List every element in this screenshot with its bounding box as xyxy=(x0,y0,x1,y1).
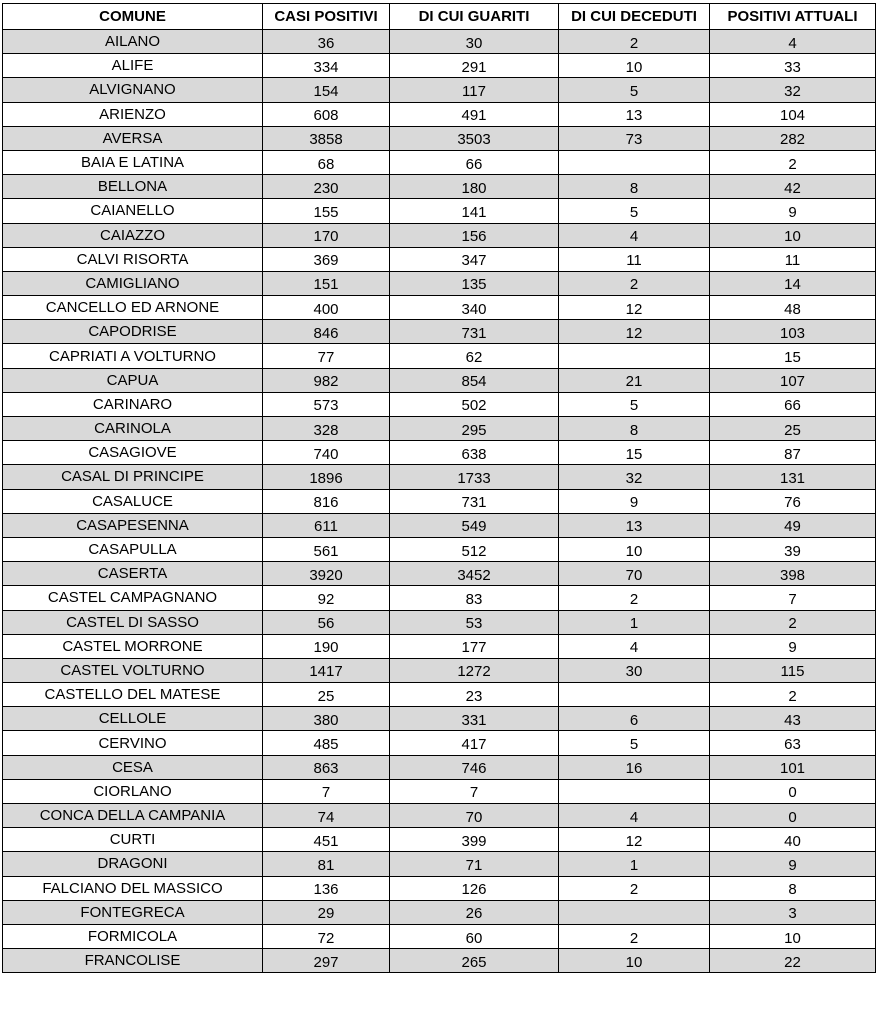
comune-cell: CANCELLO ED ARNONE xyxy=(3,296,263,320)
positivi-attuali-cell: 10 xyxy=(710,924,876,948)
casi-positivi-cell: 7 xyxy=(263,779,390,803)
table-row xyxy=(3,417,876,441)
casi-positivi-cell: 56 xyxy=(263,610,390,634)
table-row xyxy=(3,247,876,271)
table-row xyxy=(3,392,876,416)
positivi-attuali-cell: 39 xyxy=(710,537,876,561)
covid-cases-table xyxy=(2,3,876,973)
comune-cell: CAPUA xyxy=(3,368,263,392)
comune-cell: FONTEGRECA xyxy=(3,900,263,924)
di-cui-guariti-cell: 3503 xyxy=(390,126,559,150)
di-cui-deceduti-cell: 12 xyxy=(559,296,710,320)
di-cui-deceduti-cell: 13 xyxy=(559,513,710,537)
di-cui-guariti-cell: 126 xyxy=(390,876,559,900)
di-cui-deceduti-cell: 2 xyxy=(559,271,710,295)
table-row xyxy=(3,586,876,610)
di-cui-guariti-cell: 512 xyxy=(390,537,559,561)
positivi-attuali-cell: 3 xyxy=(710,900,876,924)
positivi-attuali-cell: 9 xyxy=(710,634,876,658)
casi-positivi-cell: 81 xyxy=(263,852,390,876)
table-body xyxy=(3,30,876,973)
di-cui-guariti-cell: 491 xyxy=(390,102,559,126)
table-row xyxy=(3,876,876,900)
header-di-cui-guariti: DI CUI GUARITI xyxy=(390,4,559,30)
di-cui-guariti-cell: 53 xyxy=(390,610,559,634)
casi-positivi-cell: 29 xyxy=(263,900,390,924)
positivi-attuali-cell: 2 xyxy=(710,610,876,634)
di-cui-guariti-cell: 265 xyxy=(390,949,559,973)
casi-positivi-cell: 190 xyxy=(263,634,390,658)
di-cui-deceduti-cell xyxy=(559,900,710,924)
comune-cell: FORMICOLA xyxy=(3,924,263,948)
positivi-attuali-cell: 76 xyxy=(710,489,876,513)
di-cui-deceduti-cell: 21 xyxy=(559,368,710,392)
di-cui-deceduti-cell xyxy=(559,683,710,707)
positivi-attuali-cell: 2 xyxy=(710,683,876,707)
di-cui-deceduti-cell: 32 xyxy=(559,465,710,489)
di-cui-guariti-cell: 854 xyxy=(390,368,559,392)
di-cui-guariti-cell: 502 xyxy=(390,392,559,416)
casi-positivi-cell: 816 xyxy=(263,489,390,513)
casi-positivi-cell: 36 xyxy=(263,30,390,54)
di-cui-guariti-cell: 117 xyxy=(390,78,559,102)
di-cui-guariti-cell: 141 xyxy=(390,199,559,223)
comune-cell: CASAL DI PRINCIPE xyxy=(3,465,263,489)
di-cui-deceduti-cell: 73 xyxy=(559,126,710,150)
table-row xyxy=(3,441,876,465)
casi-positivi-cell: 155 xyxy=(263,199,390,223)
di-cui-guariti-cell: 7 xyxy=(390,779,559,803)
comune-cell: FRANCOLISE xyxy=(3,949,263,973)
di-cui-guariti-cell: 60 xyxy=(390,924,559,948)
positivi-attuali-cell: 115 xyxy=(710,658,876,682)
table-row xyxy=(3,368,876,392)
di-cui-deceduti-cell: 12 xyxy=(559,320,710,344)
di-cui-guariti-cell: 638 xyxy=(390,441,559,465)
table-row xyxy=(3,658,876,682)
di-cui-deceduti-cell: 8 xyxy=(559,175,710,199)
table-row xyxy=(3,707,876,731)
comune-cell: CURTI xyxy=(3,828,263,852)
casi-positivi-cell: 77 xyxy=(263,344,390,368)
di-cui-guariti-cell: 291 xyxy=(390,54,559,78)
positivi-attuali-cell: 4 xyxy=(710,30,876,54)
di-cui-deceduti-cell: 13 xyxy=(559,102,710,126)
table-row xyxy=(3,537,876,561)
table-row xyxy=(3,852,876,876)
positivi-attuali-cell: 42 xyxy=(710,175,876,199)
positivi-attuali-cell: 0 xyxy=(710,779,876,803)
di-cui-guariti-cell: 70 xyxy=(390,804,559,828)
table-row xyxy=(3,175,876,199)
comune-cell: CASTEL VOLTURNO xyxy=(3,658,263,682)
di-cui-deceduti-cell xyxy=(559,150,710,174)
casi-positivi-cell: 400 xyxy=(263,296,390,320)
header-positivi-attuali: POSITIVI ATTUALI xyxy=(710,4,876,30)
di-cui-guariti-cell: 83 xyxy=(390,586,559,610)
positivi-attuali-cell: 10 xyxy=(710,223,876,247)
di-cui-guariti-cell: 62 xyxy=(390,344,559,368)
di-cui-deceduti-cell: 11 xyxy=(559,247,710,271)
casi-positivi-cell: 297 xyxy=(263,949,390,973)
positivi-attuali-cell: 282 xyxy=(710,126,876,150)
casi-positivi-cell: 561 xyxy=(263,537,390,561)
di-cui-deceduti-cell: 5 xyxy=(559,392,710,416)
casi-positivi-cell: 369 xyxy=(263,247,390,271)
di-cui-deceduti-cell: 9 xyxy=(559,489,710,513)
table-row xyxy=(3,828,876,852)
casi-positivi-cell: 25 xyxy=(263,683,390,707)
comune-cell: CAIAZZO xyxy=(3,223,263,247)
casi-positivi-cell: 451 xyxy=(263,828,390,852)
header-casi-positivi: CASI POSITIVI xyxy=(263,4,390,30)
di-cui-guariti-cell: 3452 xyxy=(390,562,559,586)
di-cui-deceduti-cell: 2 xyxy=(559,924,710,948)
table-row xyxy=(3,150,876,174)
table-row xyxy=(3,489,876,513)
comune-cell: CELLOLE xyxy=(3,707,263,731)
positivi-attuali-cell: 14 xyxy=(710,271,876,295)
table-row xyxy=(3,78,876,102)
casi-positivi-cell: 982 xyxy=(263,368,390,392)
di-cui-deceduti-cell: 12 xyxy=(559,828,710,852)
table-row xyxy=(3,223,876,247)
table-row xyxy=(3,804,876,828)
table-row xyxy=(3,513,876,537)
di-cui-guariti-cell: 156 xyxy=(390,223,559,247)
positivi-attuali-cell: 107 xyxy=(710,368,876,392)
casi-positivi-cell: 154 xyxy=(263,78,390,102)
casi-positivi-cell: 3920 xyxy=(263,562,390,586)
comune-cell: CASERTA xyxy=(3,562,263,586)
positivi-attuali-cell: 33 xyxy=(710,54,876,78)
table-row xyxy=(3,465,876,489)
casi-positivi-cell: 740 xyxy=(263,441,390,465)
di-cui-deceduti-cell: 5 xyxy=(559,78,710,102)
di-cui-deceduti-cell: 15 xyxy=(559,441,710,465)
di-cui-deceduti-cell: 1 xyxy=(559,610,710,634)
header-comune: COMUNE xyxy=(3,4,263,30)
comune-cell: AVERSA xyxy=(3,126,263,150)
table-row xyxy=(3,755,876,779)
di-cui-deceduti-cell: 2 xyxy=(559,586,710,610)
table-row xyxy=(3,271,876,295)
di-cui-guariti-cell: 331 xyxy=(390,707,559,731)
table-row xyxy=(3,610,876,634)
casi-positivi-cell: 846 xyxy=(263,320,390,344)
casi-positivi-cell: 334 xyxy=(263,54,390,78)
table-row xyxy=(3,731,876,755)
positivi-attuali-cell: 43 xyxy=(710,707,876,731)
comune-cell: CARINARO xyxy=(3,392,263,416)
casi-positivi-cell: 485 xyxy=(263,731,390,755)
positivi-attuali-cell: 22 xyxy=(710,949,876,973)
di-cui-guariti-cell: 399 xyxy=(390,828,559,852)
di-cui-guariti-cell: 731 xyxy=(390,489,559,513)
comune-cell: CIORLANO xyxy=(3,779,263,803)
positivi-attuali-cell: 11 xyxy=(710,247,876,271)
positivi-attuali-cell: 101 xyxy=(710,755,876,779)
positivi-attuali-cell: 49 xyxy=(710,513,876,537)
comune-cell: CASTEL MORRONE xyxy=(3,634,263,658)
casi-positivi-cell: 230 xyxy=(263,175,390,199)
di-cui-deceduti-cell: 30 xyxy=(559,658,710,682)
casi-positivi-cell: 863 xyxy=(263,755,390,779)
di-cui-guariti-cell: 1733 xyxy=(390,465,559,489)
di-cui-deceduti-cell: 6 xyxy=(559,707,710,731)
comune-cell: ARIENZO xyxy=(3,102,263,126)
di-cui-deceduti-cell: 4 xyxy=(559,634,710,658)
positivi-attuali-cell: 131 xyxy=(710,465,876,489)
di-cui-guariti-cell: 746 xyxy=(390,755,559,779)
positivi-attuali-cell: 9 xyxy=(710,852,876,876)
comune-cell: CAMIGLIANO xyxy=(3,271,263,295)
casi-positivi-cell: 1896 xyxy=(263,465,390,489)
casi-positivi-cell: 74 xyxy=(263,804,390,828)
casi-positivi-cell: 136 xyxy=(263,876,390,900)
di-cui-guariti-cell: 71 xyxy=(390,852,559,876)
casi-positivi-cell: 151 xyxy=(263,271,390,295)
comune-cell: CESA xyxy=(3,755,263,779)
di-cui-guariti-cell: 549 xyxy=(390,513,559,537)
positivi-attuali-cell: 398 xyxy=(710,562,876,586)
comune-cell: CARINOLA xyxy=(3,417,263,441)
table-row xyxy=(3,683,876,707)
table-row xyxy=(3,126,876,150)
di-cui-deceduti-cell: 2 xyxy=(559,876,710,900)
table-row xyxy=(3,102,876,126)
comune-cell: ALIFE xyxy=(3,54,263,78)
casi-positivi-cell: 573 xyxy=(263,392,390,416)
comune-cell: CONCA DELLA CAMPANIA xyxy=(3,804,263,828)
comune-cell: CASAGIOVE xyxy=(3,441,263,465)
comune-cell: DRAGONI xyxy=(3,852,263,876)
di-cui-guariti-cell: 340 xyxy=(390,296,559,320)
positivi-attuali-cell: 9 xyxy=(710,199,876,223)
casi-positivi-cell: 68 xyxy=(263,150,390,174)
di-cui-guariti-cell: 177 xyxy=(390,634,559,658)
comune-cell: ALVIGNANO xyxy=(3,78,263,102)
table-row xyxy=(3,634,876,658)
header-row xyxy=(3,4,876,30)
di-cui-deceduti-cell: 2 xyxy=(559,30,710,54)
di-cui-deceduti-cell: 4 xyxy=(559,804,710,828)
casi-positivi-cell: 328 xyxy=(263,417,390,441)
positivi-attuali-cell: 15 xyxy=(710,344,876,368)
di-cui-guariti-cell: 1272 xyxy=(390,658,559,682)
di-cui-guariti-cell: 66 xyxy=(390,150,559,174)
di-cui-deceduti-cell: 4 xyxy=(559,223,710,247)
comune-cell: BAIA E LATINA xyxy=(3,150,263,174)
comune-cell: CASAPESENNA xyxy=(3,513,263,537)
positivi-attuali-cell: 103 xyxy=(710,320,876,344)
table-row xyxy=(3,924,876,948)
casi-positivi-cell: 170 xyxy=(263,223,390,247)
di-cui-deceduti-cell: 5 xyxy=(559,731,710,755)
table-row xyxy=(3,562,876,586)
di-cui-guariti-cell: 30 xyxy=(390,30,559,54)
di-cui-deceduti-cell: 8 xyxy=(559,417,710,441)
comune-cell: BELLONA xyxy=(3,175,263,199)
casi-positivi-cell: 380 xyxy=(263,707,390,731)
comune-cell: CASAPULLA xyxy=(3,537,263,561)
positivi-attuali-cell: 25 xyxy=(710,417,876,441)
table-row xyxy=(3,199,876,223)
positivi-attuali-cell: 48 xyxy=(710,296,876,320)
comune-cell: CASTEL DI SASSO xyxy=(3,610,263,634)
di-cui-guariti-cell: 417 xyxy=(390,731,559,755)
comune-cell: CAPODRISE xyxy=(3,320,263,344)
table-row xyxy=(3,30,876,54)
positivi-attuali-cell: 40 xyxy=(710,828,876,852)
di-cui-deceduti-cell: 70 xyxy=(559,562,710,586)
comune-cell: FALCIANO DEL MASSICO xyxy=(3,876,263,900)
comune-cell: CERVINO xyxy=(3,731,263,755)
di-cui-deceduti-cell: 1 xyxy=(559,852,710,876)
comune-cell: CASTELLO DEL MATESE xyxy=(3,683,263,707)
casi-positivi-cell: 1417 xyxy=(263,658,390,682)
di-cui-guariti-cell: 135 xyxy=(390,271,559,295)
casi-positivi-cell: 611 xyxy=(263,513,390,537)
di-cui-deceduti-cell xyxy=(559,344,710,368)
casi-positivi-cell: 3858 xyxy=(263,126,390,150)
positivi-attuali-cell: 32 xyxy=(710,78,876,102)
di-cui-guariti-cell: 26 xyxy=(390,900,559,924)
comune-cell: CASALUCE xyxy=(3,489,263,513)
di-cui-deceduti-cell xyxy=(559,779,710,803)
comune-cell: AILANO xyxy=(3,30,263,54)
positivi-attuali-cell: 8 xyxy=(710,876,876,900)
di-cui-guariti-cell: 295 xyxy=(390,417,559,441)
comune-cell: CASTEL CAMPAGNANO xyxy=(3,586,263,610)
casi-positivi-cell: 92 xyxy=(263,586,390,610)
positivi-attuali-cell: 7 xyxy=(710,586,876,610)
table-row xyxy=(3,54,876,78)
positivi-attuali-cell: 66 xyxy=(710,392,876,416)
di-cui-deceduti-cell: 5 xyxy=(559,199,710,223)
positivi-attuali-cell: 2 xyxy=(710,150,876,174)
di-cui-guariti-cell: 731 xyxy=(390,320,559,344)
table-row xyxy=(3,320,876,344)
header-di-cui-deceduti: DI CUI DECEDUTI xyxy=(559,4,710,30)
table-row xyxy=(3,949,876,973)
table-row xyxy=(3,344,876,368)
positivi-attuali-cell: 104 xyxy=(710,102,876,126)
di-cui-deceduti-cell: 10 xyxy=(559,537,710,561)
di-cui-deceduti-cell: 10 xyxy=(559,949,710,973)
comune-cell: CAPRIATI A VOLTURNO xyxy=(3,344,263,368)
di-cui-deceduti-cell: 16 xyxy=(559,755,710,779)
di-cui-guariti-cell: 23 xyxy=(390,683,559,707)
comune-cell: CAIANELLO xyxy=(3,199,263,223)
table-row xyxy=(3,900,876,924)
comune-cell: CALVI RISORTA xyxy=(3,247,263,271)
table-row xyxy=(3,296,876,320)
casi-positivi-cell: 608 xyxy=(263,102,390,126)
di-cui-guariti-cell: 180 xyxy=(390,175,559,199)
casi-positivi-cell: 72 xyxy=(263,924,390,948)
di-cui-guariti-cell: 347 xyxy=(390,247,559,271)
positivi-attuali-cell: 0 xyxy=(710,804,876,828)
positivi-attuali-cell: 87 xyxy=(710,441,876,465)
positivi-attuali-cell: 63 xyxy=(710,731,876,755)
table-row xyxy=(3,779,876,803)
di-cui-deceduti-cell: 10 xyxy=(559,54,710,78)
